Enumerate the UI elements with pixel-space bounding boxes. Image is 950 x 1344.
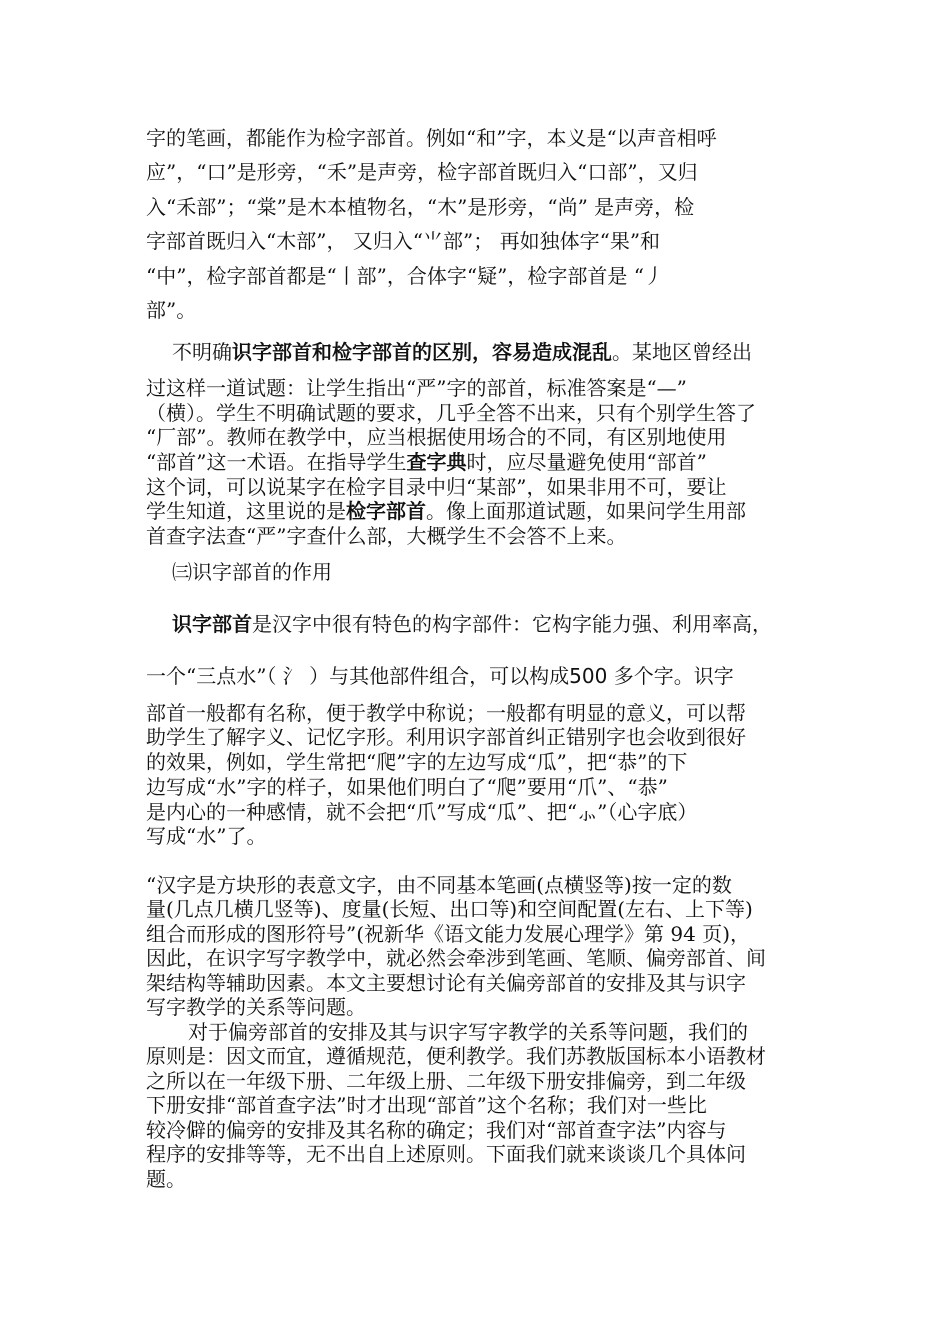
text-line: 过这样一道试题：让学生指出“严”字的部首，标准答案是“—” bbox=[146, 376, 687, 400]
text-line: 字的笔画，都能作为检字部首。例如“和”字，本义是“以声音相呼 bbox=[146, 126, 717, 150]
text-span: 时，应尽量避免使用“部首” bbox=[466, 450, 707, 474]
text-span: 不明确 bbox=[172, 340, 232, 364]
text-line: “汉字是方块形的表意文字，由不同基本笔画(点横竖等)按一定的数 bbox=[146, 873, 732, 897]
text-span: “部首”这一术语。在指导学生 bbox=[146, 450, 407, 474]
text-line: 入“禾部”；“棠”是木本植物名，“木”是形旁，“尚” 是声旁，检 bbox=[146, 195, 695, 219]
text-line: 助学生了解字义、记忆字形。利用识字部首纠正错别字也会收到很好 bbox=[146, 725, 746, 749]
text-line: 组合而形成的图形符号”(祝新华《语文能力发展心理学》第 94 页)， bbox=[146, 922, 750, 946]
text-span: 。某地区曾经出 bbox=[612, 340, 752, 364]
bold-phrase: 查字典 bbox=[406, 450, 467, 474]
text-line bbox=[146, 499, 746, 523]
text-line: 首查字法查“严”字查什么部，大概学生不会答不上来。 bbox=[146, 524, 627, 548]
text-line: 架结构等辅助因素。本文主要想讨论有关偏旁部首的安排及其与识字 bbox=[146, 971, 746, 995]
bold-phrase: 识字部首和检字部首的区别，容易造成混乱 bbox=[232, 340, 612, 364]
text-line: 之所以在一年级下册、二年级上册、二年级下册安排偏旁，到二年级 bbox=[146, 1069, 746, 1093]
text-line: “中”，检字部首都是“丨部”，合体字“疑”，检字部首是 “丿 bbox=[146, 264, 664, 288]
number: 500 bbox=[569, 664, 608, 688]
text-line: 字部首既归入“木部”， 又归入“⺌部”； 再如独体字“果”和 bbox=[146, 229, 661, 253]
text-line bbox=[146, 664, 734, 688]
text-line: 程序的安排等等，无不出自上述原则。下面我们就来谈谈几个具体问 bbox=[146, 1142, 746, 1166]
text-line bbox=[146, 450, 707, 474]
text-line: 部”。 bbox=[146, 298, 197, 322]
paragraph-first-line bbox=[172, 612, 772, 636]
text-span: 学生知道，这里说的是 bbox=[146, 499, 346, 523]
text-span: 多个字。识字 bbox=[607, 664, 734, 688]
text-line: 原则是：因文而宜，遵循规范，便利教学。我们苏教版国标本小语教材 bbox=[146, 1044, 766, 1068]
text-span: 。像上面那道试题，如果问学生用部 bbox=[426, 499, 746, 523]
text-line: 应”，“口”是形旁，“禾”是声旁，检字部首既归入“口部”，又归 bbox=[146, 160, 698, 184]
text-line: 写字教学的关系等问题。 bbox=[146, 995, 366, 1019]
text-line: 因此，在识字写字教学中，就必然会牵涉到笔画、笔顺、偏旁部首、间 bbox=[146, 946, 766, 970]
text-span: 一个“三点水”（ 氵 ）与其他部件组合，可以构成 bbox=[146, 664, 570, 688]
bold-phrase: 识字部首 bbox=[172, 612, 252, 636]
text-line: 较冷僻的偏旁的安排及其名称的确定；我们对“部首查字法”内容与 bbox=[146, 1118, 727, 1142]
text-line: 题。 bbox=[146, 1167, 186, 1191]
text-line: 下册安排“部首查字法”时才出现“部首”这个名称；我们对一些比 bbox=[146, 1093, 707, 1117]
bold-phrase: 检字部首 bbox=[346, 499, 426, 523]
section-heading: ㈢识字部首的作用 bbox=[172, 560, 332, 584]
text-line: “厂部”。教师在教学中，应当根据使用场合的不同，有区别地使用 bbox=[146, 425, 727, 449]
text-line: 的效果，例如，学生常把“爬”字的左边写成“瓜”，把“恭”的下 bbox=[146, 750, 688, 774]
text-span: 是汉字中很有特色的构字部件：它构字能力强、利用率高， bbox=[252, 612, 772, 636]
text-line: 是内心的一种感情，就不会把“爪”写成“瓜”、把“⺗”（心字底） bbox=[146, 800, 698, 824]
paragraph-first-line bbox=[172, 340, 752, 364]
text-line: 边写成“水”字的样子，如果他们明白了“爬”要用“爪”、“恭” bbox=[146, 775, 668, 799]
text-line: 这个词，可以说某字在检字目录中归“某部”，如果非用不可，要让 bbox=[146, 475, 727, 499]
text-line: （横）。学生不明确试题的要求，几乎全答不出来，只有个别学生答了 bbox=[146, 401, 756, 425]
paragraph-first-line: 对于偏旁部首的安排及其与识字写字教学的关系等问题，我们的 bbox=[188, 1020, 748, 1044]
text-line: 部首一般都有名称，便于教学中称说；一般都有明显的意义，可以帮 bbox=[146, 701, 746, 725]
text-line: 量(几点几横几竖等)、度量(长短、出口等)和空间配置(左右、上下等) bbox=[146, 897, 753, 921]
text-line: 写成“水”了。 bbox=[146, 824, 267, 848]
